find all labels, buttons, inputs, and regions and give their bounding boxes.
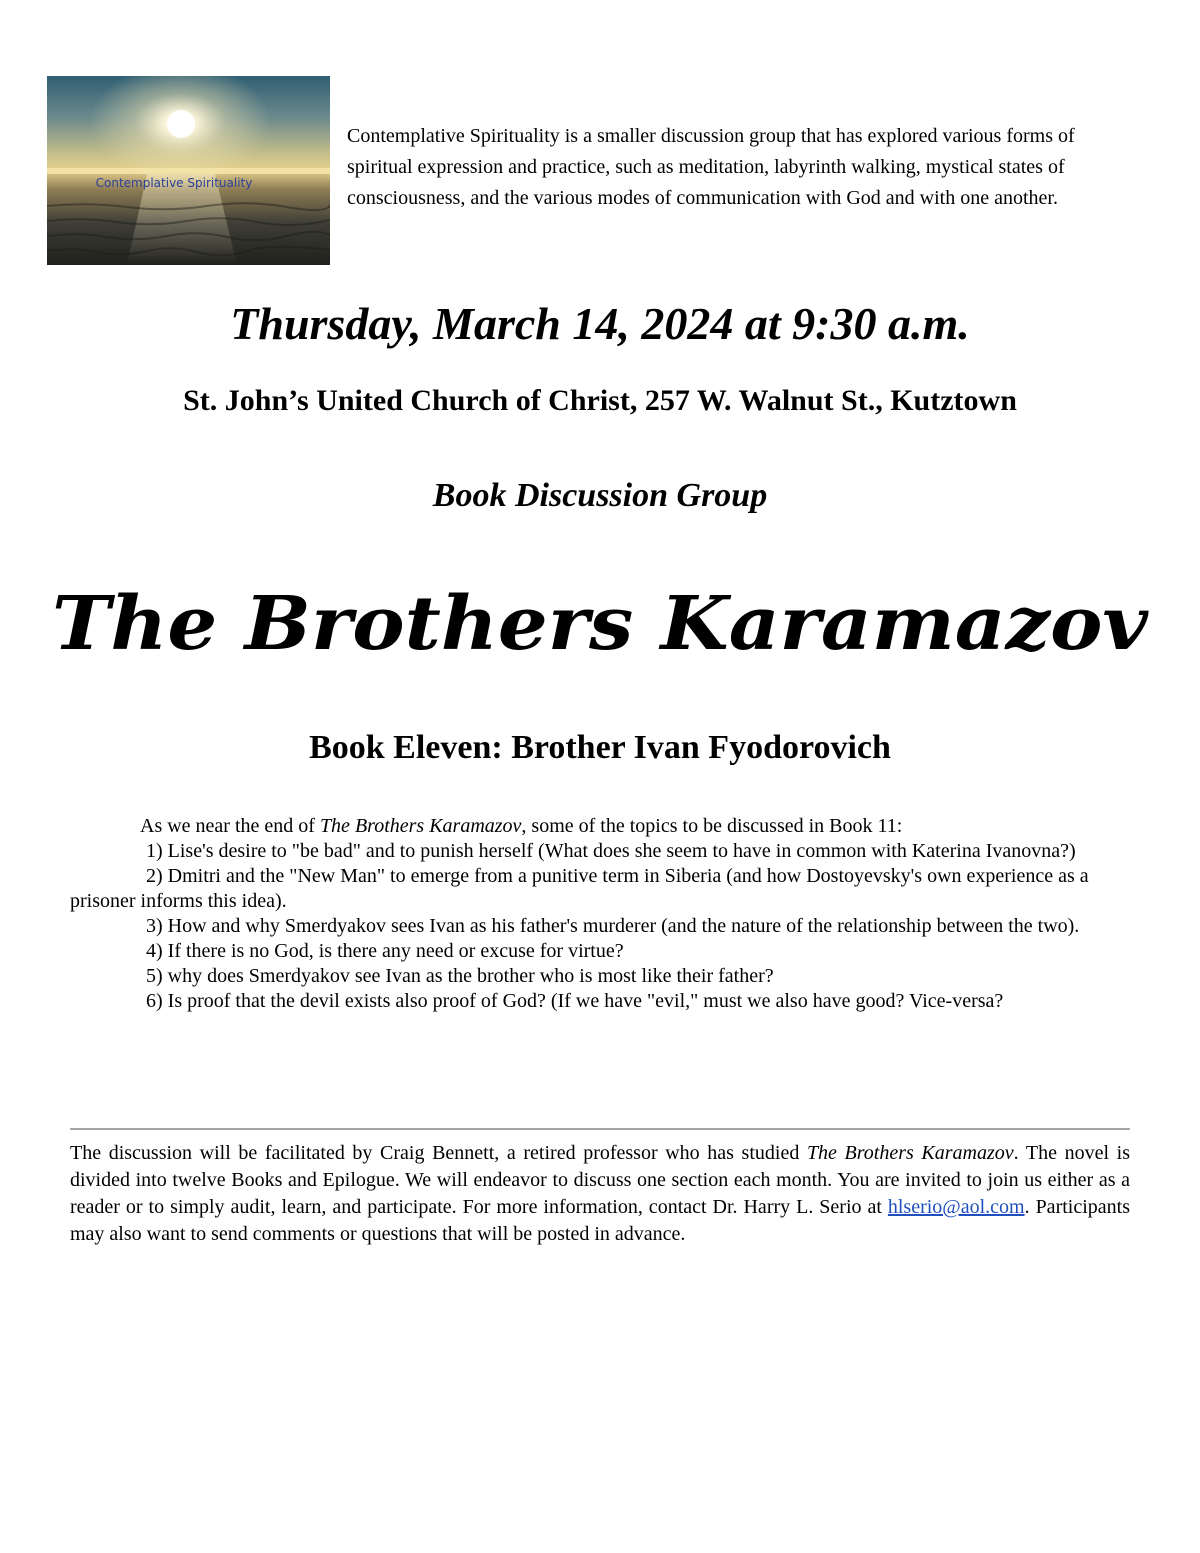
topic-item: 4) If there is no God, is there any need or excuse for virtue? xyxy=(146,940,624,962)
event-datetime: Thursday, March 14, 2024 at 9:30 a.m. xyxy=(230,298,970,349)
topic-item: 3) How and why Smerdyakov sees Ivan as his father's murderer (and the nature of the relationship between the two). xyxy=(146,915,1080,937)
book-subtitle: Book Eleven: Brother Ivan Fyodorovich xyxy=(309,729,891,766)
event-location: St. John’s United Church of Christ, 257 W. Walnut St., Kutztown xyxy=(183,384,1017,417)
topics-list xyxy=(58,814,1140,1014)
contact-email-link[interactable]: hlserio@aol.com xyxy=(887,1196,1025,1218)
footer-text-2: . The novel is divided into twelve Books and Epilogue. We will endeavor to discuss one section each month. You are invited to join us either as a reader or to simply audit, learn, and participate. For more information, contact Dr. Harry L. Serio at xyxy=(70,1142,1130,1218)
footer-text-3: . Participants may also want to send comments or questions that will be posted in advance. xyxy=(70,1196,1130,1245)
topic-item: 6) Is proof that the devil exists also proof of God? (If we have "evil," must we also have good? Vice-versa? xyxy=(146,990,1004,1012)
footer-book-title: The Brothers Karamazov xyxy=(806,1142,1014,1164)
sunset-over-water-image xyxy=(47,76,330,265)
intro-paragraph: Contemplative Spirituality is a smaller discussion group that has explored various forms of spiritual expression and practice, such as meditation, labyrinth walking, mystical states of consciousness, and the various modes of communication with God and with one another. xyxy=(347,125,1075,209)
topics-lead-after: , some of the topics to be discussed in Book 11: xyxy=(521,815,903,837)
topics-lead-before: As we near the end of xyxy=(140,815,320,837)
topic-item: 2) Dmitri and the "New Man" to emerge from a punitive term in Siberia (and how Dostoyevsky's own experience as a prisoner informs this idea). xyxy=(70,865,1089,912)
topics-lead xyxy=(58,814,1140,839)
topic-item: 1) Lise's desire to "be bad" and to punish herself (What does she seem to have in common with Katerina Ivanovna?) xyxy=(146,840,1076,862)
section-divider xyxy=(70,1128,1130,1130)
logo-caption: Contemplative Spirituality xyxy=(95,176,253,190)
topics-lead-book-title: The Brothers Karamazov xyxy=(319,815,522,837)
footer-text-1: The discussion will be facilitated by Craig Bennett, a retired professor who has studied xyxy=(70,1142,807,1164)
footer-paragraph xyxy=(70,1140,1130,1248)
sunset-scene-icon xyxy=(47,76,330,265)
book-title: The Brothers Karamazov xyxy=(52,581,1148,667)
topic-item: 5) why does Smerdyakov see Ivan as the brother who is most like their father? xyxy=(146,965,774,987)
group-name: Book Discussion Group xyxy=(432,477,768,514)
